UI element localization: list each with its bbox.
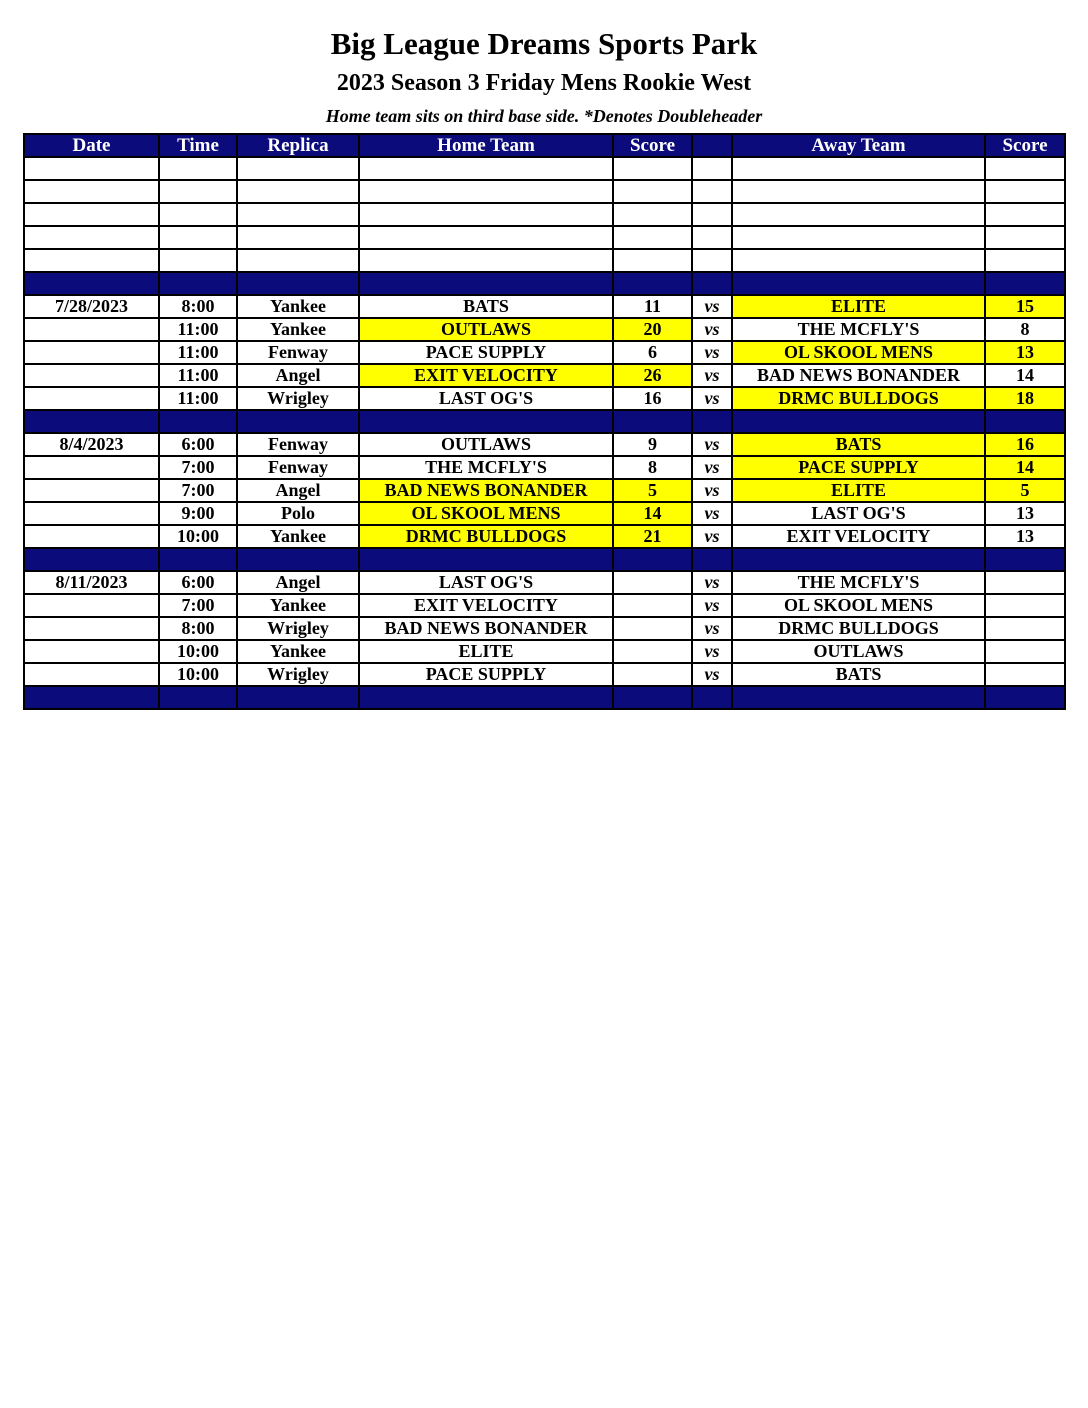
away-team-cell: BATS	[732, 663, 985, 686]
home-score-cell	[613, 571, 692, 594]
time-cell: 7:00	[159, 456, 237, 479]
vs-cell: vs	[692, 594, 732, 617]
away-score-cell	[985, 640, 1065, 663]
home-team-cell	[359, 410, 613, 433]
home-team-cell	[359, 157, 613, 180]
time-cell	[159, 272, 237, 295]
home-team-cell	[359, 686, 613, 709]
replica-cell	[237, 157, 359, 180]
home-score-cell: 14	[613, 502, 692, 525]
header-row	[24, 134, 1065, 157]
home-team-cell	[359, 203, 613, 226]
vs-cell: vs	[692, 617, 732, 640]
date-cell	[24, 502, 159, 525]
home-team-cell: OUTLAWS	[359, 318, 613, 341]
vs-cell: vs	[692, 433, 732, 456]
time-cell: 9:00	[159, 502, 237, 525]
replica-cell: Wrigley	[237, 387, 359, 410]
date-cell	[24, 663, 159, 686]
date-cell	[24, 640, 159, 663]
home-score-cell: 11	[613, 295, 692, 318]
column-header-time: Time	[159, 134, 237, 157]
date-cell	[24, 157, 159, 180]
home-score-cell	[613, 640, 692, 663]
replica-cell: Yankee	[237, 525, 359, 548]
game-row	[24, 433, 1065, 456]
time-cell	[159, 157, 237, 180]
vs-cell: vs	[692, 525, 732, 548]
time-cell	[159, 410, 237, 433]
time-cell: 8:00	[159, 617, 237, 640]
date-cell	[24, 341, 159, 364]
away-team-cell: ELITE	[732, 295, 985, 318]
replica-cell	[237, 180, 359, 203]
date-cell	[24, 180, 159, 203]
away-team-cell: PACE SUPPLY	[732, 456, 985, 479]
away-score-cell	[985, 571, 1065, 594]
replica-cell: Yankee	[237, 640, 359, 663]
home-team-cell	[359, 226, 613, 249]
date-cell	[24, 594, 159, 617]
time-cell: 10:00	[159, 525, 237, 548]
vs-cell: vs	[692, 318, 732, 341]
replica-cell: Wrigley	[237, 663, 359, 686]
home-score-cell	[613, 249, 692, 272]
away-team-cell: ELITE	[732, 479, 985, 502]
game-row	[24, 479, 1065, 502]
away-team-cell: BAD NEWS BONANDER	[732, 364, 985, 387]
vs-cell: vs	[692, 295, 732, 318]
game-row	[24, 456, 1065, 479]
away-team-cell: OL SKOOL MENS	[732, 341, 985, 364]
replica-cell	[237, 548, 359, 571]
date-cell	[24, 456, 159, 479]
home-team-cell: BAD NEWS BONANDER	[359, 617, 613, 640]
home-team-cell: BATS	[359, 295, 613, 318]
time-cell: 11:00	[159, 364, 237, 387]
time-cell: 7:00	[159, 594, 237, 617]
away-score-cell: 8	[985, 318, 1065, 341]
away-score-cell	[985, 272, 1065, 295]
game-row	[24, 502, 1065, 525]
replica-cell: Angel	[237, 364, 359, 387]
replica-cell: Wrigley	[237, 617, 359, 640]
replica-cell	[237, 272, 359, 295]
date-cell	[24, 249, 159, 272]
home-score-cell	[613, 617, 692, 640]
vs-cell	[692, 272, 732, 295]
date-cell: 8/4/2023	[24, 433, 159, 456]
home-team-cell	[359, 180, 613, 203]
home-team-cell: EXIT VELOCITY	[359, 364, 613, 387]
replica-cell: Yankee	[237, 295, 359, 318]
vs-cell	[692, 157, 732, 180]
home-score-cell: 5	[613, 479, 692, 502]
date-cell	[24, 226, 159, 249]
blank-row	[24, 249, 1065, 272]
date-cell	[24, 525, 159, 548]
home-score-cell	[613, 548, 692, 571]
replica-cell: Angel	[237, 571, 359, 594]
date-cell	[24, 479, 159, 502]
home-score-cell	[613, 157, 692, 180]
away-team-cell: LAST OG'S	[732, 502, 985, 525]
home-score-cell	[613, 594, 692, 617]
blank-row	[24, 180, 1065, 203]
away-team-cell	[732, 548, 985, 571]
away-score-cell: 13	[985, 341, 1065, 364]
date-cell	[24, 272, 159, 295]
time-cell: 11:00	[159, 387, 237, 410]
date-cell	[24, 364, 159, 387]
separator-row	[24, 548, 1065, 571]
home-score-cell: 9	[613, 433, 692, 456]
away-team-cell	[732, 157, 985, 180]
time-cell	[159, 226, 237, 249]
game-row	[24, 571, 1065, 594]
home-team-cell: LAST OG'S	[359, 387, 613, 410]
time-cell	[159, 686, 237, 709]
away-score-cell: 5	[985, 479, 1065, 502]
away-score-cell	[985, 226, 1065, 249]
away-score-cell	[985, 617, 1065, 640]
vs-cell: vs	[692, 502, 732, 525]
away-team-cell: DRMC BULLDOGS	[732, 387, 985, 410]
time-cell	[159, 249, 237, 272]
column-header-home-team: Home Team	[359, 134, 613, 157]
home-score-cell	[613, 663, 692, 686]
vs-cell: vs	[692, 479, 732, 502]
separator-row	[24, 410, 1065, 433]
away-score-cell	[985, 548, 1065, 571]
column-header-away-score: Score	[985, 134, 1065, 157]
away-score-cell: 13	[985, 525, 1065, 548]
away-team-cell	[732, 249, 985, 272]
column-header-vs	[692, 134, 732, 157]
time-cell: 7:00	[159, 479, 237, 502]
vs-cell: vs	[692, 341, 732, 364]
home-team-cell: PACE SUPPLY	[359, 663, 613, 686]
page-title: Big League Dreams Sports Park	[330, 26, 758, 61]
away-team-cell	[732, 180, 985, 203]
column-header-date: Date	[24, 134, 159, 157]
time-cell: 6:00	[159, 571, 237, 594]
time-cell: 11:00	[159, 341, 237, 364]
date-cell	[24, 203, 159, 226]
home-team-cell: LAST OG'S	[359, 571, 613, 594]
column-header-home-score: Score	[613, 134, 692, 157]
replica-cell	[237, 226, 359, 249]
time-cell: 10:00	[159, 640, 237, 663]
blank-row	[24, 157, 1065, 180]
home-score-cell: 8	[613, 456, 692, 479]
home-score-cell: 6	[613, 341, 692, 364]
away-score-cell: 14	[985, 456, 1065, 479]
replica-cell: Yankee	[237, 318, 359, 341]
vs-cell	[692, 226, 732, 249]
home-team-cell: DRMC BULLDOGS	[359, 525, 613, 548]
home-team-cell: BAD NEWS BONANDER	[359, 479, 613, 502]
home-team-note: Home team sits on third base side. *Denotes Doubleheader	[325, 106, 763, 126]
vs-cell: vs	[692, 364, 732, 387]
away-score-cell: 13	[985, 502, 1065, 525]
home-team-cell	[359, 249, 613, 272]
game-row	[24, 364, 1065, 387]
game-row	[24, 663, 1065, 686]
home-score-cell: 16	[613, 387, 692, 410]
home-score-cell: 21	[613, 525, 692, 548]
replica-cell: Polo	[237, 502, 359, 525]
away-team-cell: OUTLAWS	[732, 640, 985, 663]
home-score-cell	[613, 410, 692, 433]
away-team-cell	[732, 226, 985, 249]
replica-cell	[237, 686, 359, 709]
away-score-cell: 18	[985, 387, 1065, 410]
away-team-cell	[732, 686, 985, 709]
date-cell: 8/11/2023	[24, 571, 159, 594]
replica-cell: Fenway	[237, 456, 359, 479]
home-score-cell	[613, 180, 692, 203]
replica-cell	[237, 410, 359, 433]
game-row	[24, 640, 1065, 663]
home-score-cell	[613, 203, 692, 226]
date-cell: 7/28/2023	[24, 295, 159, 318]
replica-cell	[237, 249, 359, 272]
away-score-cell	[985, 594, 1065, 617]
away-team-cell: THE MCFLY'S	[732, 571, 985, 594]
away-score-cell	[985, 157, 1065, 180]
vs-cell	[692, 249, 732, 272]
time-cell: 11:00	[159, 318, 237, 341]
date-cell	[24, 686, 159, 709]
game-row	[24, 341, 1065, 364]
away-score-cell	[985, 249, 1065, 272]
away-team-cell: BATS	[732, 433, 985, 456]
time-cell: 10:00	[159, 663, 237, 686]
vs-cell	[692, 410, 732, 433]
vs-cell	[692, 686, 732, 709]
replica-cell	[237, 203, 359, 226]
replica-cell: Angel	[237, 479, 359, 502]
page-subtitle: 2023 Season 3 Friday Mens Rookie West	[336, 70, 752, 96]
vs-cell: vs	[692, 640, 732, 663]
away-team-cell: THE MCFLY'S	[732, 318, 985, 341]
vs-cell: vs	[692, 456, 732, 479]
vs-cell	[692, 203, 732, 226]
vs-cell: vs	[692, 571, 732, 594]
home-team-cell: ELITE	[359, 640, 613, 663]
date-cell	[24, 387, 159, 410]
away-team-cell	[732, 410, 985, 433]
home-team-cell	[359, 548, 613, 571]
home-score-cell: 26	[613, 364, 692, 387]
home-team-cell	[359, 272, 613, 295]
home-team-cell: OUTLAWS	[359, 433, 613, 456]
vs-cell	[692, 548, 732, 571]
away-score-cell	[985, 410, 1065, 433]
schedule-body	[24, 157, 1065, 709]
vs-cell: vs	[692, 663, 732, 686]
away-team-cell: DRMC BULLDOGS	[732, 617, 985, 640]
away-score-cell	[985, 686, 1065, 709]
schedule-table	[23, 133, 1066, 710]
vs-cell: vs	[692, 387, 732, 410]
time-cell	[159, 203, 237, 226]
column-header-away-team: Away Team	[732, 134, 985, 157]
home-score-cell	[613, 226, 692, 249]
away-score-cell: 16	[985, 433, 1065, 456]
game-row	[24, 318, 1065, 341]
home-team-cell: OL SKOOL MENS	[359, 502, 613, 525]
away-team-cell	[732, 272, 985, 295]
separator-row	[24, 272, 1065, 295]
replica-cell: Fenway	[237, 433, 359, 456]
game-row	[24, 594, 1065, 617]
date-cell	[24, 548, 159, 571]
home-score-cell	[613, 272, 692, 295]
away-score-cell	[985, 203, 1065, 226]
away-score-cell	[985, 663, 1065, 686]
date-cell	[24, 617, 159, 640]
separator-row	[24, 686, 1065, 709]
time-cell	[159, 180, 237, 203]
away-team-cell: EXIT VELOCITY	[732, 525, 985, 548]
away-score-cell: 14	[985, 364, 1065, 387]
home-score-cell: 20	[613, 318, 692, 341]
game-row	[24, 387, 1065, 410]
game-row	[24, 525, 1065, 548]
date-cell	[24, 318, 159, 341]
date-cell	[24, 410, 159, 433]
home-team-cell: PACE SUPPLY	[359, 341, 613, 364]
time-cell: 6:00	[159, 433, 237, 456]
column-header-replica: Replica	[237, 134, 359, 157]
game-row	[24, 617, 1065, 640]
home-score-cell	[613, 686, 692, 709]
blank-row	[24, 226, 1065, 249]
away-score-cell	[985, 180, 1065, 203]
vs-cell	[692, 180, 732, 203]
away-team-cell	[732, 203, 985, 226]
game-row	[24, 295, 1065, 318]
away-score-cell: 15	[985, 295, 1065, 318]
home-team-cell: THE MCFLY'S	[359, 456, 613, 479]
replica-cell: Yankee	[237, 594, 359, 617]
home-team-cell: EXIT VELOCITY	[359, 594, 613, 617]
time-cell: 8:00	[159, 295, 237, 318]
replica-cell: Fenway	[237, 341, 359, 364]
away-team-cell: OL SKOOL MENS	[732, 594, 985, 617]
blank-row	[24, 203, 1065, 226]
time-cell	[159, 548, 237, 571]
